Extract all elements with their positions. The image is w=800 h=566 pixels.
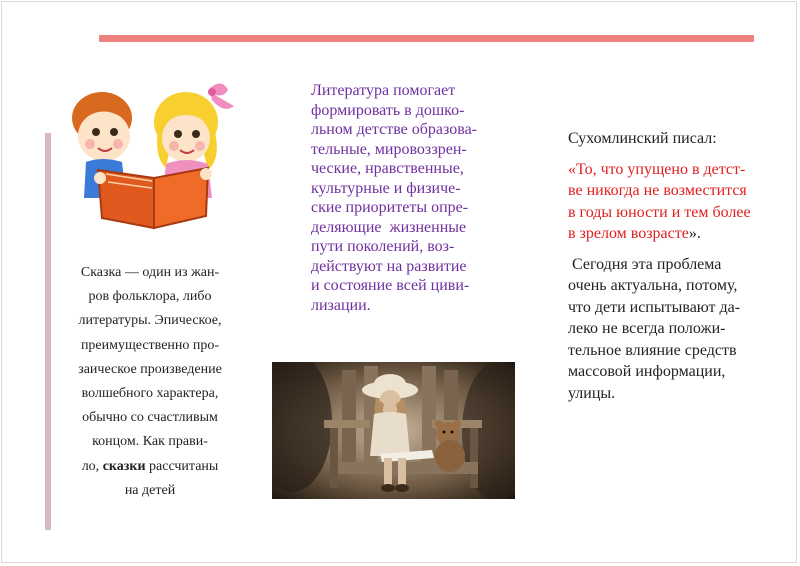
fairy-tale-definition [62,261,238,503]
col1-line: заическое произведение [78,361,222,377]
col2-line: льном детстве образова- [311,121,477,138]
col1-line: Сказка — один из жан- [80,265,220,280]
col2-line: ческие, нравственные, [311,160,464,177]
col2-line: культурные и физиче- [311,179,461,197]
col1-prefix: ло, [81,458,103,474]
col1-line-with-bold [62,455,238,479]
col2-line: и состояние всей циви- [311,277,470,294]
col2-line: формировать в дошко- [311,101,465,119]
col1-line: преимущественно про- [80,337,220,353]
para-line: массовой информации, [568,363,726,380]
col2-line: действуют на развитие [311,257,467,275]
quote-heading: Сухомлинский писал: [568,130,717,147]
col2-line: лизации. [311,296,371,314]
col1-line: литературы. Эпическое, [78,313,222,329]
quote-line: в годы юности и тем более [568,203,751,221]
para-line: улицы. [568,384,616,402]
para-line: Сегодня эта проблема [568,255,722,273]
children-reading-book-icon [62,78,247,233]
literature-paragraph [311,81,491,315]
col2-line: пути поколений, воз- [311,238,455,255]
col2-line: ские приоритеты опре- [311,199,469,216]
quote-line: «То, что упущено в детст- [568,160,746,178]
col1-line: ров фольклора, либо [88,289,212,305]
quote-line: ве никогда не возместится [568,182,747,199]
para-line: леко не всегда положи- [568,320,726,337]
col1-suffix: рассчитаны [145,458,219,474]
quote-text [568,159,768,245]
girl-with-teddy-bear-photo [272,362,515,499]
quote-line: в зрелом возрасте [568,225,689,242]
problem-paragraph [568,254,768,405]
col1-bold-word: сказки [102,458,146,474]
sukhomlinsky-quote-block [568,128,768,404]
left-decorative-bar [45,133,51,530]
col1-line: на детей [124,482,176,498]
col2-line: тельные, мировоззрен- [311,140,467,158]
col1-line: обычно со счастливым [82,410,218,426]
col1-line: концом. Как прави- [92,434,208,450]
col2-line: деляющие жизненные [311,218,467,236]
top-decorative-rule [99,35,754,42]
quote-end: ». [688,225,701,242]
para-line: тельное влияние средств [568,341,737,359]
para-line: очень актуальна, потому, [568,277,738,294]
col2-line: Литература помогает [311,82,456,99]
para-line: что дети испытывают да- [568,298,741,316]
col1-line: волшебного характера, [81,386,219,402]
